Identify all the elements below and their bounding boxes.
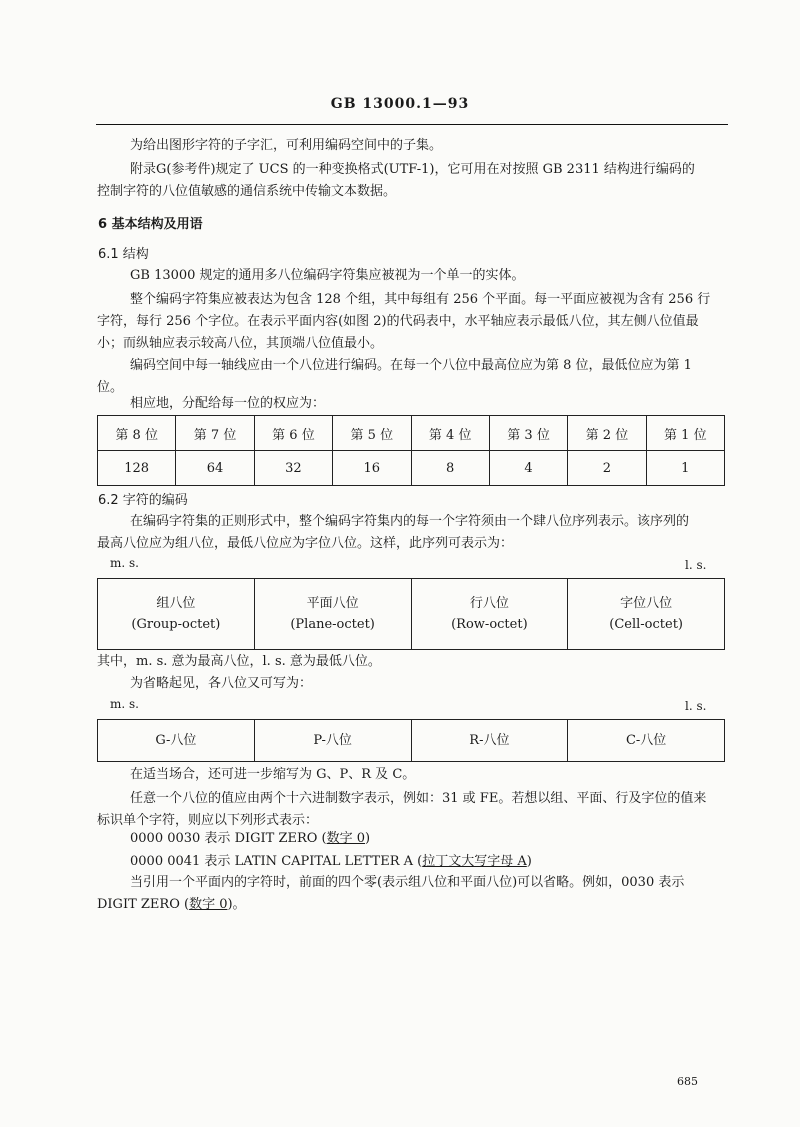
g-octet-box — [98, 720, 254, 761]
bit-label: 第 1 位 — [646, 416, 724, 451]
example-text: ) — [365, 831, 371, 846]
s62-para-6-line-1: 当引用一个平面内的字符时，前面的四个零(表示组八位和平面八位)可以省略。例如，0030 表示 — [130, 875, 685, 890]
example-text: DIGIT ZERO ( — [97, 897, 190, 912]
s61-para-1: GB 13000 规定的通用多八位编码字符集应被视为一个单一的实体。 — [130, 268, 525, 283]
c-octet-box — [567, 720, 724, 761]
s61-para-4: 相应地，分配给每一位的权应为： — [130, 396, 326, 411]
bit-label: 第 8 位 — [98, 416, 176, 451]
row-octet-box — [411, 579, 568, 649]
short-octet-label: R-八位 — [469, 733, 510, 748]
example-chinese-name: 拉丁文大写字母 A — [422, 854, 527, 869]
octet-english: (Plane-octet) — [290, 617, 375, 632]
intro-line-2: 附录G(参考件)规定了 UCS 的一种变换格式(UTF-1)，它可用在对按照 GB 2311 结构进行编码的 — [130, 162, 695, 177]
s62-para-3: 为省略起见，各八位又可写为： — [130, 676, 313, 691]
octet-sequence-diagram — [97, 578, 725, 650]
group-octet-box — [98, 579, 254, 649]
intro-line-3: 控制字符的八位值敏感的通信系统中传输文本数据。 — [97, 184, 397, 199]
octet-english: (Row-octet) — [451, 617, 528, 632]
bit-weight: 8 — [411, 451, 489, 486]
example-digit-zero — [130, 828, 370, 849]
example-latin-a — [130, 851, 532, 872]
bit-weight: 64 — [176, 451, 254, 486]
example-text: 0000 0041 表示 LATIN CAPITAL LETTER A ( — [130, 854, 423, 869]
section-6-1-heading: 6.1 结构 — [98, 247, 149, 262]
s62-para-6-line-2 — [97, 894, 246, 915]
bit-weight: 4 — [489, 451, 567, 486]
s62-para-1-line-2: 最高八位应为组八位，最低八位应为字位八位。这样，此序列可表示为： — [97, 536, 514, 551]
s61-para-2-line-3: 小；而纵轴应表示较高八位，其顶端八位值最小。 — [97, 336, 384, 351]
p-octet-box — [254, 720, 411, 761]
intro-line-1: 为给出图形字符的子字汇，可利用编码空间中的子集。 — [130, 138, 443, 153]
s61-para-3-line-2: 位。 — [97, 380, 124, 395]
octet-name: 组八位 — [156, 596, 196, 611]
short-octet-label: P-八位 — [313, 733, 352, 748]
page-header-standard: GB 13000.1—93 — [330, 96, 470, 112]
ls-label: l. s. — [685, 558, 707, 572]
bit-label: 第 2 位 — [568, 416, 646, 451]
octet-english: (Cell-octet) — [609, 617, 683, 632]
short-octet-diagram — [97, 719, 725, 762]
section-6-heading: 6 基本结构及用语 — [98, 217, 203, 232]
section-6-2-heading: 6.2 字符的编码 — [98, 493, 188, 508]
ms-label: m. s. — [110, 556, 139, 570]
example-chinese-name: 数字 0 — [326, 831, 366, 846]
example-text: 0000 0030 表示 DIGIT ZERO ( — [130, 831, 327, 846]
s62-para-1-line-1: 在编码字符集的正则形式中，整个编码字符集内的每一个字符须由一个肆八位序列表示。该序列的 — [130, 514, 690, 529]
bit-label: 第 3 位 — [489, 416, 567, 451]
example-text: ) — [526, 854, 532, 869]
page-number: 685 — [677, 1075, 698, 1088]
octet-english: (Group-octet) — [131, 617, 221, 632]
s61-para-2-line-1: 整个编码字符集应被表达为包含 128 个组，其中每组有 256 个平面。每一平面应被视为含有 256 行 — [130, 292, 711, 307]
bit-weight: 1 — [646, 451, 724, 486]
bit-label: 第 5 位 — [333, 416, 411, 451]
ms-label-short: m. s. — [110, 697, 139, 711]
header-rule — [96, 124, 728, 125]
example-text: )。 — [227, 897, 246, 912]
s62-para-5-line-2: 标识单个字符，则应以下列形式表示： — [97, 813, 319, 828]
bit-weight: 128 — [98, 451, 176, 486]
s61-para-3-line-1: 编码空间中每一轴线应由一个八位进行编码。在每一个八位中最高位应为第 8 位，最低位应为第 1 — [130, 358, 692, 373]
s62-para-4: 在适当场合，还可进一步缩写为 G、P、R 及 C。 — [130, 767, 416, 782]
r-octet-box — [411, 720, 568, 761]
cell-octet-box — [567, 579, 724, 649]
example-chinese-name: 数字 0 — [189, 897, 228, 912]
short-octet-label: C-八位 — [625, 733, 667, 748]
bit-weight-table — [97, 415, 725, 486]
ls-label-short: l. s. — [685, 699, 707, 713]
bit-weight: 2 — [568, 451, 646, 486]
plane-octet-box — [254, 579, 411, 649]
octet-name: 字位八位 — [620, 596, 673, 611]
short-octet-label: G-八位 — [155, 733, 197, 748]
bit-label: 第 6 位 — [254, 416, 332, 451]
octet-name: 行八位 — [469, 596, 509, 611]
bit-label: 第 7 位 — [176, 416, 254, 451]
s62-para-2: 其中，m. s. 意为最高八位，l. s. 意为最低八位。 — [97, 654, 381, 669]
bit-weight: 16 — [333, 451, 411, 486]
s61-para-2-line-2: 字符，每行 256 个字位。在表示平面内容(如图 2)的代码表中，水平轴应表示最低八位，其左侧八位值最 — [97, 314, 699, 329]
s62-para-5-line-1: 任意一个八位的值应由两个十六进制数字表示，例如：31 或 FE。若想以组、平面、行及字位的值来 — [130, 791, 707, 806]
bit-weight-header-row — [98, 416, 725, 451]
bit-weight: 32 — [254, 451, 332, 486]
bit-weight-value-row — [98, 451, 725, 486]
bit-label: 第 4 位 — [411, 416, 489, 451]
octet-name: 平面八位 — [306, 596, 359, 611]
